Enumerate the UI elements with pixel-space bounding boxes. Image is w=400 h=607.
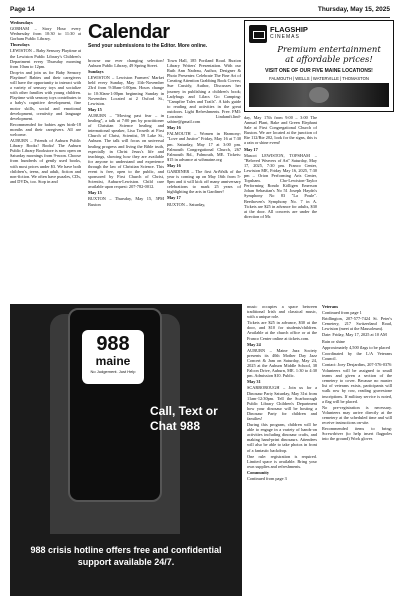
- header-rule: [10, 17, 390, 18]
- article-paragraph: Continued from page 3: [247, 476, 287, 481]
- logo-number: 988: [96, 333, 130, 355]
- article-paragraph: AUBURN – Friends of Auburn Public Library Books! Books! The Auburn Public Library Bookstore is now open on Saturday mornings from 9-noon. Choose from hundreds of gently used books, with most prices under $3. We have both children's, teens, and adult, fiction and non-fiction. We often have puzzles, CDs, and DVDs, too. Stop in and: [10, 138, 81, 184]
- article-paragraph: Recommended for babies ages birth-18 months and their caregivers. All are welcome.: [10, 121, 81, 137]
- crisis-hotline-ad[interactable]: [10, 304, 242, 596]
- column-4: [244, 115, 317, 303]
- article-paragraph: Bridlington, 207-577-7424 St. Peter's Cemetery, 217 Switzerland Road, Lewiston (meet at the Mausoleum).: [322, 316, 392, 332]
- film-reel-icon: [249, 25, 267, 43]
- article-paragraph: SCARBOROUGH – Join us for a Dinosaur Party Saturday, May 31st from 11am-12:30pm. Tell the Scarborough Public Library Children's Department how your dinosaur will be hosting a Dinosaur Party for children and families!: [247, 385, 317, 421]
- column-3: [167, 58, 241, 303]
- column-1: [10, 20, 81, 302]
- article-paragraph: Continued from page 1: [322, 310, 362, 316]
- event-heading: May 16: [167, 125, 181, 131]
- event-heading: Veterans: [322, 304, 339, 309]
- article-paragraph: Rain or shine: [322, 338, 345, 344]
- article-paragraph: AUBURN – "Moving past fear – in healing", a talk at 7:00 pm by practitioner of Christian Science healing and international speaker, Lisa Troseth at First Church of Christ, Scientist, 59 Lake St., Auburn. The talk will focus on universal healing progress and living the Bible truth, especially in Christ Jesus's life and teachings, showing how they are available for anyone to understand and experience through the law of Christian Science. This event is free, open to the public, and sponsored by First Church of Christ, Scientist, Auburn-Lewiston. Child care available upon request: 207-782-0012.: [88, 112, 164, 190]
- event-heading: Thursdays: [10, 42, 30, 48]
- event-heading: Community: [247, 469, 269, 475]
- section-title: Calendar: [88, 21, 170, 43]
- 988-maine-logo: [82, 330, 144, 384]
- event-heading: Wednesdays: [10, 20, 33, 25]
- article-paragraph: browse our ever changing selection! Auburn Public Library, 49 Spring Street.: [88, 58, 164, 69]
- article-paragraph: AUBURN – Maine Jazz Society presents its 40th Mother Day Jazz Concert & Jam on Saturday, May 24, 2025 at the Auburn Middle School, 38 Falcon Drive, Auburn, ME. 1:30 to 4:30 pm. Admission $10. Public.: [247, 347, 317, 379]
- ad-tagline: Premium entertainment at affordable prices!: [277, 45, 381, 65]
- article-paragraph: Volunteers will be assigned to small teams and given a section of the cemetery to cover. Because no master list of veterans exists, participants will walk row by row, reading gravestone inscriptions. If military service is noted, a flag will be placed.: [322, 368, 392, 404]
- event-heading: May 24: [247, 341, 261, 347]
- section-subtitle: Send your submissions to the Editor. More online.: [88, 43, 208, 49]
- article-paragraph: One rule: registration is required. Limited space is available. Bring your own supplies and refreshments.: [247, 453, 317, 469]
- page-number: Page 14: [10, 6, 35, 13]
- ad-brand-name: FLAGSHIP: [270, 25, 308, 34]
- article-paragraph: Coordinated by the L/A Veterans Council.: [322, 350, 392, 361]
- article-paragraph: day, May 17th from 9:00 – 3:00 The Annual Plant, Bake and Green Elephant Sale at First Congregational Church of Buxton. We are located at the junction of Rte 112/Rte 202, look for the signs, this is a rain or shine event!: [244, 115, 317, 146]
- event-heading: May 16: [167, 162, 181, 168]
- hotline-cta: Call, Text or Chat 988: [150, 404, 218, 433]
- article-paragraph: BUXTON – Thursday, May 15, 5PM Buxton: [88, 196, 164, 207]
- audience-photo: [249, 83, 389, 107]
- event-heading: May 17: [167, 195, 181, 201]
- article-paragraph: music occupies a space between traditional Irish and classical music, with a unique role.: [247, 304, 317, 320]
- article-paragraph: Town Hall, 185 Portland Road. Buxton Library Writers' Presentation. With our Ruth Ann Nadeau, Author, Designer & Photo Presenter. Celebrate The Fine Art of Creating Attention Grabbing Book Covers; Sue Cassidy, Author, Discusses her journey in publishing a children's book; Ladybugs and Lilacs Go Camping: "Campfire Tales and Trails". A kids guide to reading and activities in the great outdoors. Light Refreshments. Free. FMI: Lorraine: Lindamft.lind-sabine@gmail.com: [167, 58, 241, 125]
- event-heading: May 15: [88, 106, 102, 112]
- article-paragraph: LEWISTON – Baby Sensory Playtime at the Lewiston Public Library's Children's Department every Thursday morning from 10am to 12pm.: [10, 48, 81, 69]
- article-paragraph: Approximately 4,500 flags to be placed: [322, 344, 391, 350]
- article-paragraph: LEWISTON – Lewiston Farmers' Market held every Sunday, May 11th-November 23rd from 9:30am-1:00pm. Hours change to 10:30am-1:00pm beginning Sunday in November. Located at 2 Oxford St., Lewiston.: [88, 75, 164, 106]
- column-6: [322, 304, 392, 596]
- hotline-description: 988 crisis hotline offers free and confidential support available 24/7.: [30, 545, 222, 567]
- article-paragraph: BUXTON – Saturday,: [167, 201, 206, 207]
- event-heading: May 15: [88, 190, 102, 196]
- article-paragraph: Date: Friday, May 17, 2025 at 10 AM: [322, 332, 387, 338]
- article-paragraph: FALMOUTH – Women in Harmony: "Love and Justice" Friday, May 16 at 7:30 pm. Saturday, May 17 at 3:00 pm. Falmouth Congregational Church, 267 Falmouth Rd., Falmouth, ME. Tickets: $15 in advance at wihmaine.org: [167, 131, 241, 162]
- article-paragraph: GORHAM – Story Hour every Wednesday from 10:30 to 11:30 at Gorham Public Library.: [10, 26, 81, 42]
- ad-call-to-action: VISIT ONE OF OUR FIVE MAINE LOCATIONS!: [265, 68, 373, 74]
- column-2: [88, 58, 164, 303]
- article-paragraph: Contact: Joey Desjardins, 207-576-0376: [322, 361, 392, 367]
- article-paragraph: GARDINER – The first ArtWalk of the year is coming up on May 16th from 5-8pm and it will kick off many anniversary celebrations to mark 25 years of highlighting the arts in Gardiner!: [167, 168, 241, 195]
- article-paragraph: Mascot LEWISTON, TOPSHAM – "Beloved Weavers of Art" Saturday, May 17, 2025, 7:30 pm. Franco Center, Lewiston ME, Friday May 16, 2025, 7:30 pm – Orion Performing Arts Center, Topsham. Cho-Lewiston-Taylor Performing Rondo Kölligen Emerson Johan Sebastian's No 51 Joseph Haydn's Symphony No 83 "La Poule". Beethoven's Symphony No. 7 in A. Tickets are $25 in advance for adults, $30 at the door. All concerts are under the direction of Mr.: [244, 152, 317, 219]
- issue-date: Thursday, May 15, 2025: [317, 6, 390, 13]
- column-5: [247, 304, 317, 596]
- ad-locations: FALMOUTH | WELLS | WATERVILLE | THOMASTON: [269, 76, 369, 81]
- article-paragraph: Drop-in and join us for Baby Sensory Playtime! Babies and their caregivers will have the opportunity to interact with a variety of sensory toys and socialize with other families with young children. Playtime with sensory toys contributes to a baby's cognitive development, fine motor skills, social and emotional development, creativity and language development.: [10, 69, 81, 121]
- logo-brand: maine: [95, 354, 131, 368]
- event-heading: May 17: [244, 146, 258, 152]
- flagship-cinemas-ad[interactable]: [244, 20, 394, 112]
- ad-brand-sub: CINEMAS: [270, 34, 300, 40]
- article-paragraph: Recommended items to bring: Screwdriver (to help insert flagpoles into the ground) Work gloves: [322, 426, 392, 442]
- logo-tagline: No Judgement. Just Help: [90, 369, 136, 374]
- article-paragraph: During this program, children will be able to engage in a variety of hands-on activities including dinosaur crafts, and making hand-print dinosaurs. Attendees will also be able to take photos in front of a fantastic backdrop.: [247, 422, 317, 453]
- article-paragraph: Tickets are $25 in advance, $30 at the door, and $10 for students/children. Available at the church office or at the Franco Center online at tickets.com.: [247, 320, 317, 341]
- event-heading: Sundays: [88, 69, 104, 75]
- event-heading: May 31: [247, 379, 261, 385]
- article-paragraph: No pre-registration is necessary. Volunteers may arrive directly at the cemetery at the scheduled time and will receive instructions on-site.: [322, 404, 392, 425]
